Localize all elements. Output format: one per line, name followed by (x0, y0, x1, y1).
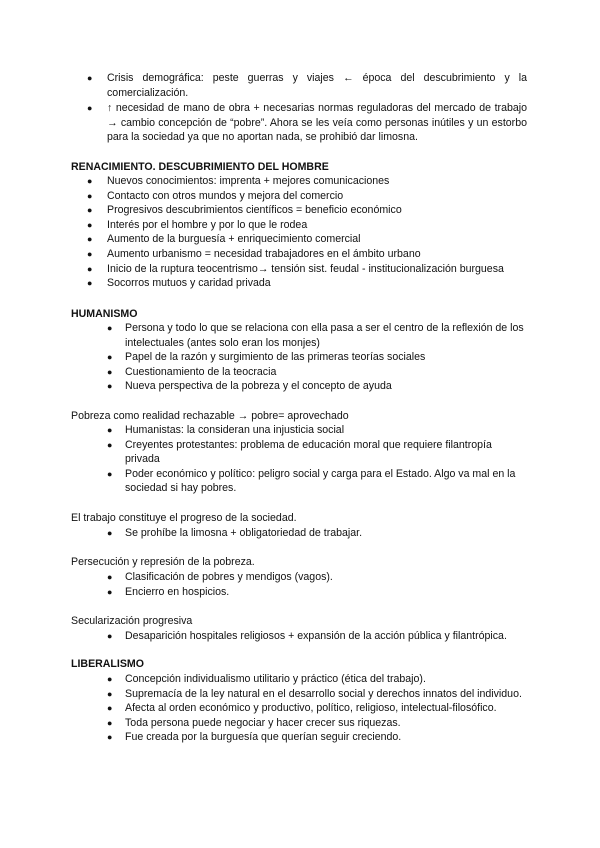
list-item: ● Aumento urbanismo = necesidad trabajadores en el ámbito urbano (87, 247, 421, 260)
bullet-icon: ● (107, 717, 113, 728)
bullet-icon: ● (107, 352, 113, 363)
intro-list (87, 71, 527, 145)
list-item: ● Desaparición hospitales religiosos + expansión de la acción pública y filantrópica. (107, 630, 507, 642)
bullet-icon: ● (107, 439, 113, 450)
bullet-icon: ● (87, 234, 93, 245)
section-heading-renacimiento: RENACIMIENTO. DESCUBRIMIENTO DEL HOMBRE (71, 161, 329, 173)
list-item: ● Se prohíbe la limosna + obligatoriedad de trabajar. (107, 527, 363, 539)
bullet-icon: ● (87, 190, 93, 201)
list-item: ● Socorros mutuos y caridad privada (87, 277, 271, 290)
list-item: ● Humanistas: la consideran una injusticia social (107, 424, 345, 436)
list-item: ● Toda persona puede negociar y hacer crecer sus riquezas. (107, 716, 401, 729)
liberalismo-list (107, 672, 525, 745)
paragraph-secularizacion: Secularización progresiva (71, 615, 193, 627)
paragraph-persecucion: Persecución y represión de la pobreza. (71, 556, 255, 568)
list-item: ● Persona y todo lo que se relaciona con ella pasa a ser el centro de la reflexión de los intelectuales (antes solo eran los monjes) (107, 322, 524, 349)
list-item: ● Cuestionamiento de la teocracia (107, 365, 277, 378)
bullet-icon: ● (107, 572, 113, 582)
bullet-icon: ● (87, 278, 93, 289)
bullet-icon: ● (107, 425, 113, 435)
humanismo-list (107, 321, 530, 394)
bullet-icon: ● (107, 381, 113, 392)
bullet-icon: ● (107, 468, 113, 479)
list-item: ● Interés por el hombre y por lo que le rodea (87, 218, 308, 231)
list-item: ● Inicio de la ruptura teocentrismo→ tensión sist. feudal - institucionalización burguesa (87, 262, 504, 275)
list-item: ● Nueva perspectiva de la pobreza y el concepto de ayuda (107, 380, 392, 393)
list-item: ● Papel de la razón y surgimiento de las primeras teorías sociales (107, 351, 426, 364)
list-item: ● Poder económico y político: peligro social y carga para el Estado. Algo va mal en la sociedad si hay pobres. (107, 467, 516, 495)
bullet-icon: ● (107, 366, 113, 377)
list-item: ● Concepción individualismo utilitario y práctico (ética del trabajo). (107, 673, 426, 685)
bullet-icon: ● (107, 323, 113, 333)
list-item: ● Fue creada por la burguesía que querían seguir creciendo. (107, 731, 402, 744)
list-item: ● Nuevos conocimientos: imprenta + mejores comunicaciones (87, 175, 390, 187)
bullet-icon: ● (107, 732, 113, 743)
bullet-icon: ● (107, 631, 113, 641)
bullet-icon: ● (87, 103, 93, 114)
bullet-icon: ● (107, 586, 113, 597)
section-heading-liberalismo: LIBERALISMO (71, 658, 144, 670)
list-item: ● Creyentes protestantes: problema de educación moral que requiere filantropía privada (107, 438, 492, 466)
list-item: ● Aumento de la burguesía + enriquecimiento comercial (87, 233, 361, 246)
bullet-icon: ● (107, 674, 113, 684)
section-heading-humanismo: HUMANISMO (71, 308, 138, 320)
list-item: ● Clasificación de pobres y mendigos (vagos). (107, 571, 333, 583)
bullet-icon: ● (87, 219, 93, 230)
bullet-icon: ● (87, 205, 93, 216)
list-item: ● Encierro en hospicios. (107, 585, 230, 598)
list-item: ● ↑ necesidad de mano de obra + necesarias normas reguladoras del mercado de trabajo → cambio concepción de “pobre”. Ahora se les veía como personas inútiles y un estorbo para la sociedad ya que no aportan nada, se prohibió dar limosna. (87, 102, 527, 144)
list-item: ● Crisis demográfica: peste guerras y viajes ← época del descubrimiento y la comercialización. (87, 72, 527, 99)
bullet-icon: ● (107, 688, 113, 699)
bullet-icon: ● (87, 176, 93, 186)
bullet-icon: ● (107, 528, 113, 538)
paragraph-pobreza: Pobreza como realidad rechazable → pobre= aprovechado (71, 410, 349, 422)
pobreza-list (107, 423, 525, 496)
list-item: ● Supremacía de la ley natural en el desarrollo social y derechos innatos del individuo. (107, 687, 522, 700)
renacimiento-list (87, 174, 547, 291)
secularizacion-list (107, 629, 545, 644)
paragraph-trabajo: El trabajo constituye el progreso de la sociedad. (71, 512, 297, 524)
persecucion-list (107, 570, 530, 599)
trabajo-list (107, 526, 530, 541)
list-item: ● Contacto con otros mundos y mejora del comercio (87, 189, 344, 202)
list-item: ● Afecta al orden económico y productivo, político, religioso, intelectual-filosófico. (107, 702, 497, 715)
bullet-icon: ● (87, 263, 93, 274)
bullet-icon: ● (87, 73, 93, 83)
list-item: ● Progresivos descubrimientos científicos = beneficio económico (87, 204, 402, 217)
bullet-icon: ● (87, 248, 93, 259)
bullet-icon: ● (107, 703, 113, 714)
